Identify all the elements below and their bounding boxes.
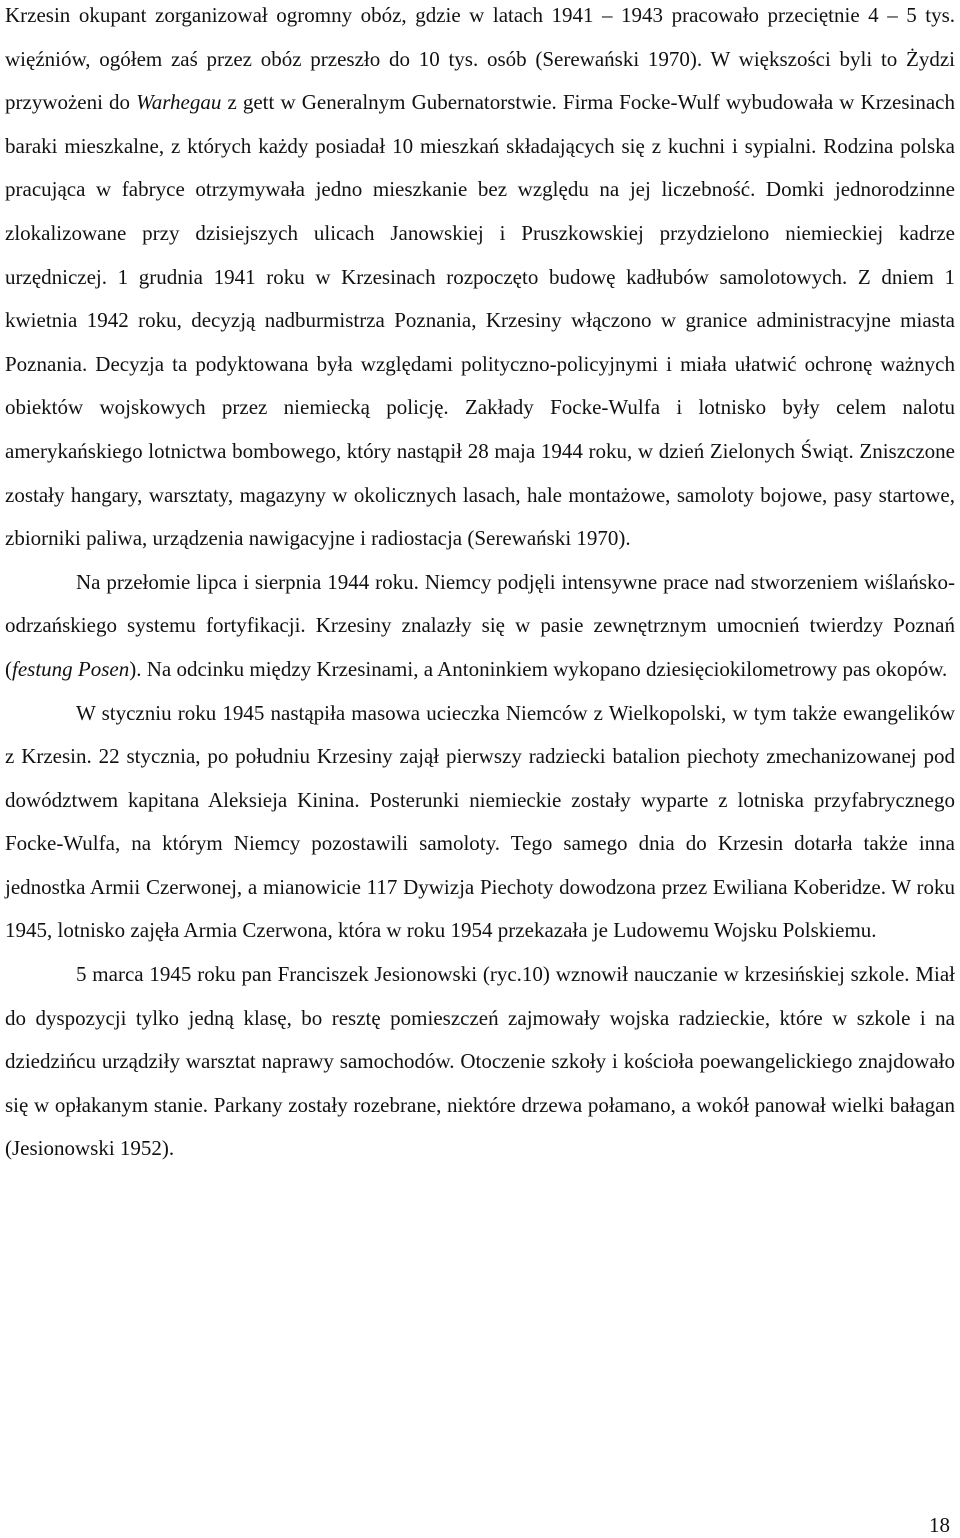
paragraph-4: 5 marca 1945 roku pan Franciszek Jesionowski (ryc.10) wznowił nauczanie w krzesińskiej szkole. Miał do dyspozycji tylko jedną klasę, bo resztę pomieszczeń zajmowały wojska radzieckie, które w szkole i na dziedzińcu urządziły warsztat naprawy samochodów. Otoczenie szkoły i kościoła poewangelickiego znajdowało się w opłakanym stanie. Parkany zostały rozebrane, niektóre drzewa połamano, a wokół panował wielki bałagan (Jesionowski 1952). <box>5 962 955 1161</box>
paragraph-1-text-a: Krzesin okupant zorganizował ogromny obóz, gdzie w latach 1941 – 1943 pracowało przeciętnie 4 – 5 tys. więźniów, ogółem zaś przez obóz przeszło do 10 tys. osób (Serewański 1970). W większości byli to Żydzi przywożeni do <box>5 3 955 115</box>
paragraph-2-text-a: Na przełomie lipca i sierpnia 1944 roku. Niemcy podjęli intensywne prace nad stworzeniem wiślańsko-odrzańskiego systemu fortyfikacji. Krzesiny znalazły się w pasie zewnętrznym umocnień twierdzy Poznań ( <box>5 569 955 681</box>
paragraph-3: W styczniu roku 1945 nastąpiła masowa ucieczka Niemców z Wielkopolski, w tym także ewangelików z Krzesin. 22 stycznia, po południu Krzesiny zajął pierwszy radziecki batalion piechoty zmechanizowanej pod dowództwem kapitana Aleksieja Kinina. Posterunki niemieckie zostały wyparte z lotniska przyfabrycznego Focke-Wulfa, na którym Niemcy pozostawili samoloty. Tego samego dnia do Krzesin dotarła także inna jednostka Armii Czerwonej, a mianowicie 117 Dywizja Piechoty dowodzona przez Ewiliana Koberidze. W roku 1945, lotnisko zajęła Armia Czerwona, która w roku 1954 przekazała je Ludowemu Wojsku Polskiemu. <box>5 700 955 943</box>
body-text <box>5 0 955 1171</box>
paragraph-1 <box>5 0 955 561</box>
paragraph-2 <box>5 561 955 692</box>
paragraph-1-text-b: z gett w Generalnym Gubernatorstwie. Firma Focke-Wulf wybudowała w Krzesinach baraki mieszkalne, z których każdy posiadał 10 mieszkań składających się z kuchni i sypialni. Rodzina polska pracująca w fabryce otrzymywała jedno mieszkanie bez względu na jej liczebność. Domki jednorodzinne zlokalizowane przy dzisiejszych ulicach Janowskiej i Pruszkowskiej przydzielono niemieckiej kadrze urzędniczej. 1 grudnia 1941 roku w Krzesinach rozpoczęto budowę kadłubów samolotowych. Z dniem 1 kwietnia 1942 roku, decyzją nadburmistrza Poznania, Krzesiny włączono w granice administracyjne miasta Poznania. Decyzja ta podyktowana była względami polityczno-policyjnymi i miała ułatwić ochronę ważnych obiektów wojskowych przez niemiecką policję. Zakłady Focke-Wulfa i lotnisko były celem nalotu amerykańskiego lotnictwa bombowego, który nastąpił 28 maja 1944 roku, w dzień Zielonych Świąt. Zniszczone zostały hangary, warsztaty, magazyny w okolicznych lasach, hale montażowe, samoloty bojowe, pasy startowe, zbiorniki paliwa, urządzenia nawigacyjne i radiostacja (Serewański 1970). <box>5 90 955 551</box>
paragraph-1-italic-term: Warhegau <box>136 90 222 115</box>
paragraph-2-text-b: ). Na odcinku między Krzesinami, a Antoninkiem wykopano dziesięciokilometrowy pas okopów. <box>129 656 948 681</box>
page-number: 18 <box>929 1513 950 1537</box>
paragraph-2-italic-term: festung Posen <box>12 656 130 681</box>
